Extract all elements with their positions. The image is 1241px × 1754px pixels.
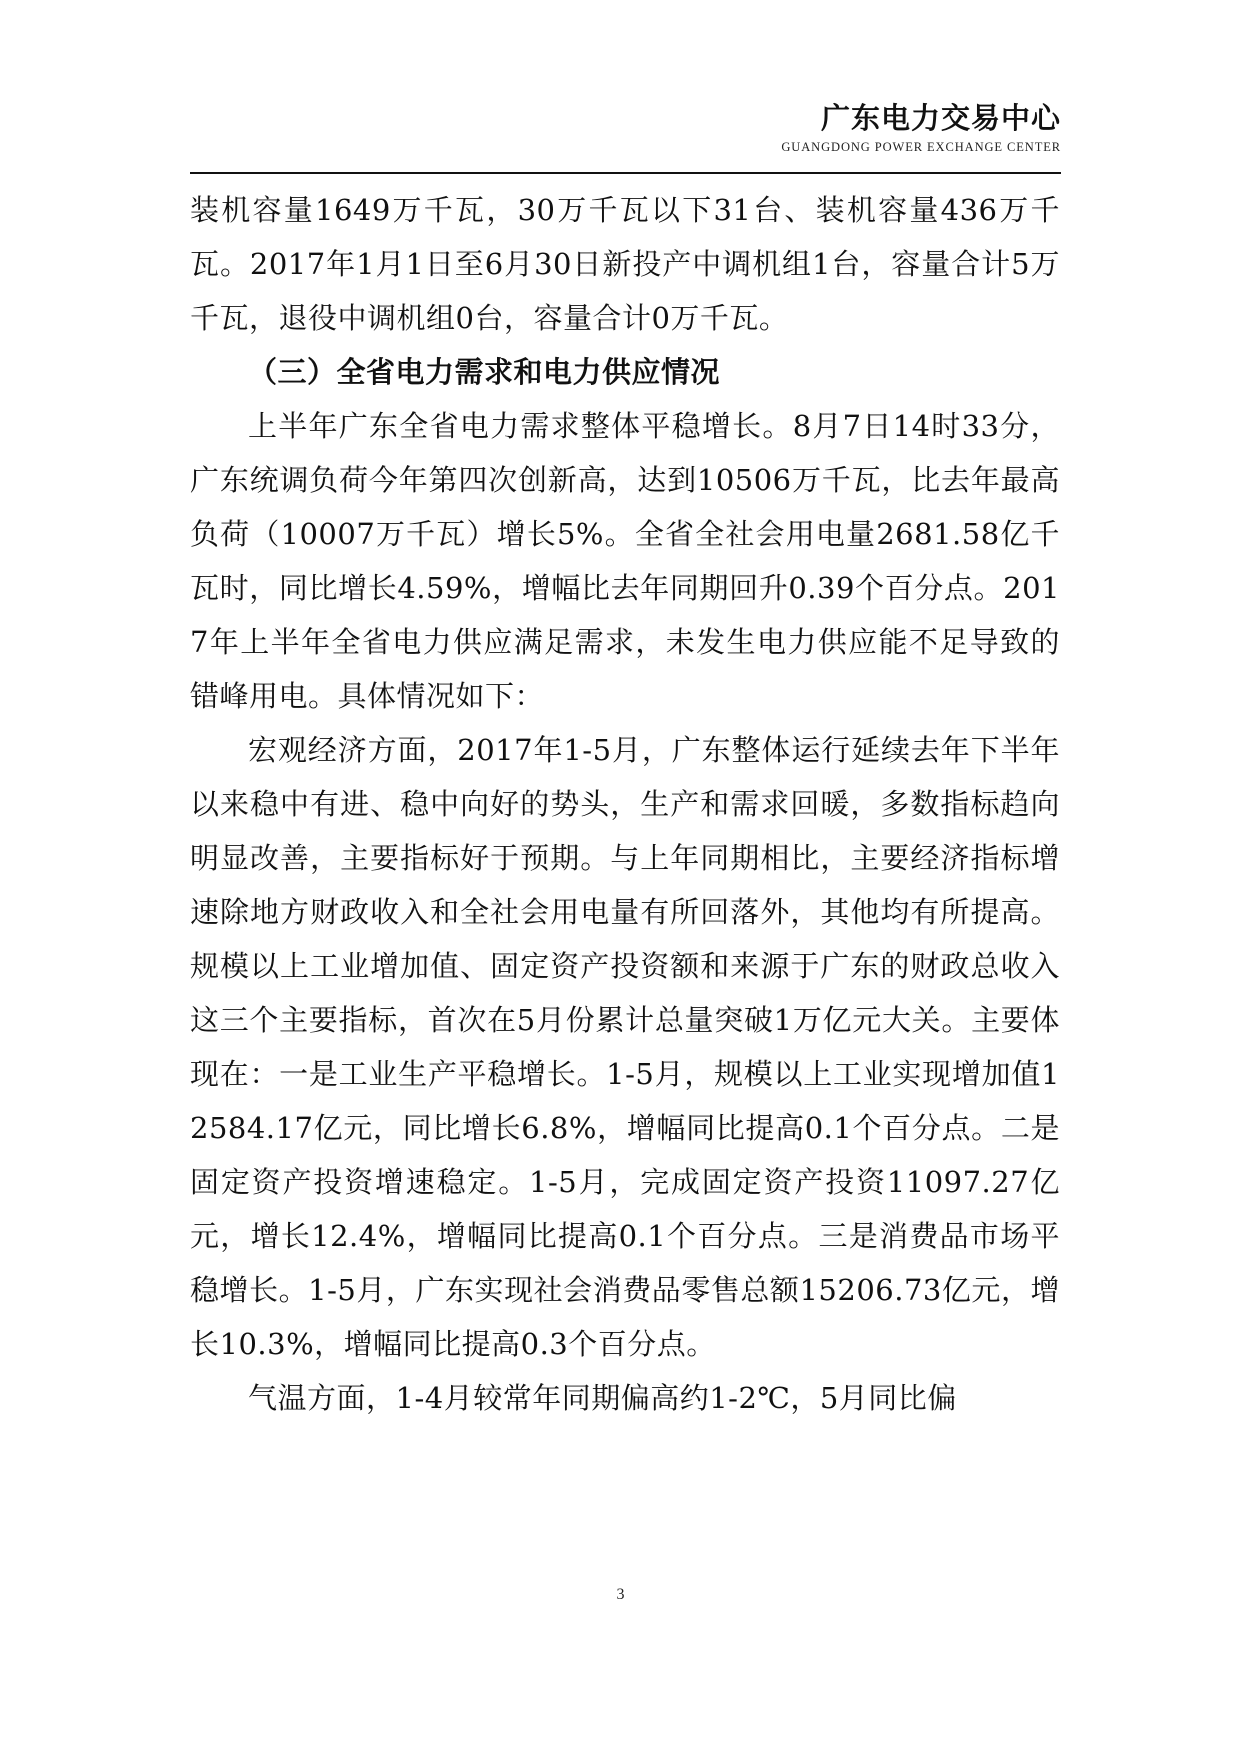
- paragraph-continuation: 装机容量1649万千瓦，30万千瓦以下31台、装机容量436万千瓦。2017年1月1日至6月30日新投产中调机组1台，容量合计5万千瓦，退役中调机组0台，容量合计0万千瓦。: [190, 193, 1060, 335]
- organization-english-name: GUANGDONG POWER EXCHANGE CENTER: [781, 140, 1061, 154]
- page-header: [190, 96, 1061, 176]
- page-number: 3: [616, 1586, 625, 1603]
- organization-name: 广东电力交易中心: [820, 101, 1061, 135]
- paragraph-macro-economy: 宏观经济方面，2017年1-5月，广东整体运行延续去年下半年以来稳中有进、稳中向好的势头，生产和需求回暖，多数指标趋向明显改善，主要指标好于预期。与上年同期相比，主要经济指标增速除地方财政收入和全社会用电量有所回落外，其他均有所提高。规模以上工业增加值、固定资产投资额和来源于广东的财政总收入这三个主要指标，首次在5月份累计总量突破1万亿元大关。主要体现在：一是工业生产平稳增长。1-5月，规模以上工业实现增加值12584.17亿元，同比增长6.8%，增幅同比提高0.1个百分点。二是固定资产投资增速稳定。1-5月，完成固定资产投资11097.27亿元，增长12.4%，增幅同比提高0.1个百分点。三是消费品市场平稳增长。1-5月，广东实现社会消费品零售总额15206.73亿元，增长10.3%，增幅同比提高0.3个百分点。: [190, 733, 1060, 1361]
- document-body: [190, 183, 1060, 1425]
- section-heading: （三）全省电力需求和电力供应情况: [248, 355, 721, 389]
- header-divider: [190, 172, 1061, 174]
- paragraph-temperature: 气温方面，1-4月较常年同期偏高约1-2℃，5月同比偏: [248, 1381, 957, 1415]
- paragraph-power-demand: 上半年广东全省电力需求整体平稳增长。8月7日14时33分，广东统调负荷今年第四次创新高，达到10506万千瓦，比去年最高负荷（10007万千瓦）增长5%。全省全社会用电量2681.58亿千瓦时，同比增长4.59%，增幅比去年同期回升0.39个百分点。2017年上半年全省电力供应满足需求，未发生电力供应能不足导致的错峰用电。具体情况如下：: [190, 409, 1060, 713]
